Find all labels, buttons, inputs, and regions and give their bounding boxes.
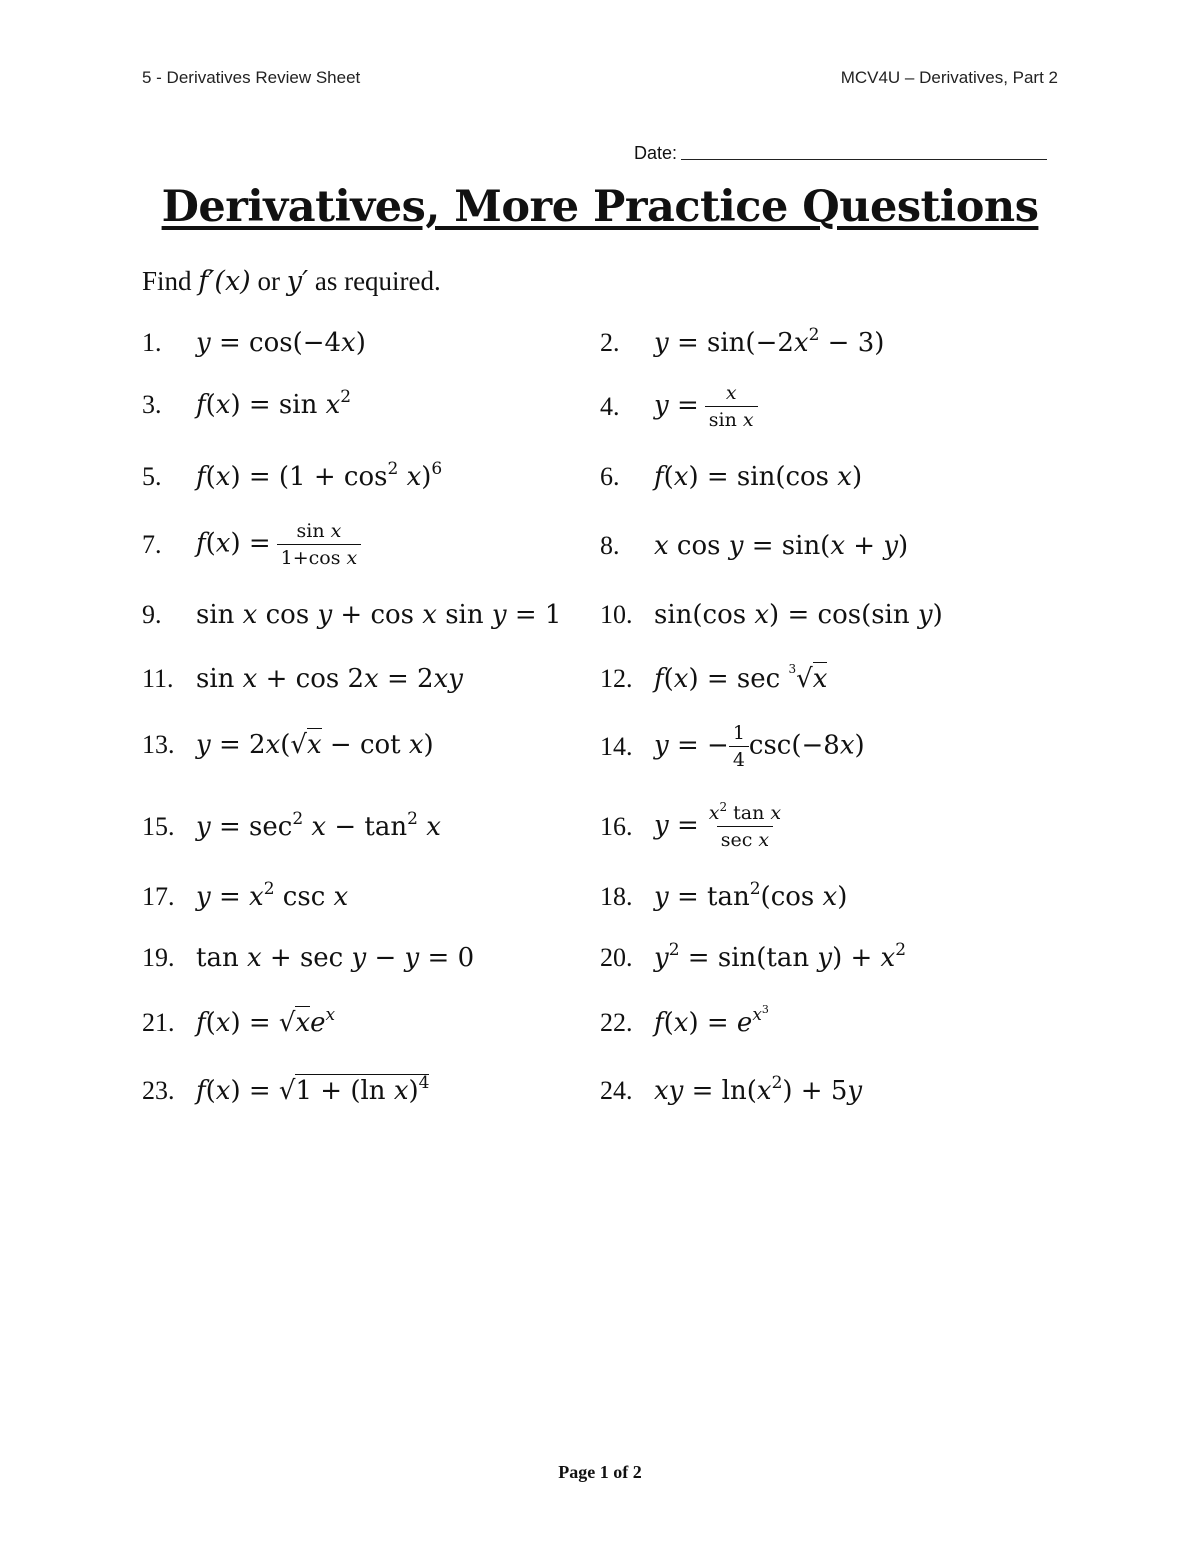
question-6: 6. f(x) = sin(cos x) xyxy=(600,462,863,492)
question-14: 14. y = − $\frac{1}{4}$ csc(−8x) xyxy=(600,722,865,771)
expression: f(x) = $\frac{\text{sin x}}{\text{1+cos x}}$ xyxy=(196,520,361,569)
expression: y = $\frac{x}{\text{sin x}}$ xyxy=(654,382,758,431)
header-left: 5 - Derivatives Review Sheet xyxy=(142,68,361,87)
question-9: 9. sin x cos y + cos x sin y = 1 xyxy=(142,600,562,630)
question-11: 11. sin x + cos 2x = 2xy xyxy=(142,664,463,694)
expression: y = − $\frac{1}{4}$ csc(−8x) xyxy=(654,722,865,771)
page-title: Derivatives, More Practice Questions xyxy=(161,182,1039,232)
expression: sin x cos y + cos x sin y = 1 xyxy=(196,600,562,630)
expression: $y = \sin(-2x^2 - 3)$ xyxy=(654,325,885,358)
expression: y = $\frac{x^2 \tan x}{\text{sec x}}$ xyxy=(654,800,782,851)
question-3: 3. $f(x) = \sin x^2$ xyxy=(142,387,352,420)
question-17: 17. $y = x^2$ csc x xyxy=(142,879,349,912)
question-22: 22. $f(x) = e^{x^3}$ xyxy=(600,1003,769,1038)
expression: $f(x) = e^{x^3}$ xyxy=(654,1003,769,1038)
expression: tan x + sec y − y = 0 xyxy=(196,943,475,973)
question-1: 1. y = cos(−4x) xyxy=(142,328,366,358)
expression: $f(x) = (1 + \cos^2 x)^6$ xyxy=(196,459,443,492)
expression: $y^2 = \sin(\tan$ $y) + x^2$ xyxy=(654,940,907,973)
expression: y = 2x(√x − cot x) xyxy=(196,730,434,760)
question-8: 8. x cos y = sin(x + y) xyxy=(600,531,909,561)
question-18: 18. $y = \tan^2(\cos$ x) xyxy=(600,879,848,912)
instruction: Find f′(x) or y′ as required. xyxy=(142,266,441,297)
question-10: 10. sin(cos x) = cos(sin y) xyxy=(600,600,943,630)
question-23: 23. f(x) = √1 + (ln x)$^4$ xyxy=(142,1073,430,1106)
question-7: 7. f(x) = $\frac{\text{sin x}}{\text{1+cos x}}$ xyxy=(142,520,361,569)
date-label: Date: xyxy=(634,143,678,163)
question-4: 4. y = $\frac{x}{\text{sin x}}$ xyxy=(600,382,758,431)
question-2: 2. $y = \sin(-2x^2 - 3)$ xyxy=(600,325,885,358)
question-21: 21. $f(x) = √xe^x$ xyxy=(142,1005,336,1038)
expression: sin(cos x) = cos(sin y) xyxy=(654,600,943,630)
question-20: 20. $y^2 = \sin(\tan$ $y) + x^2$ xyxy=(600,940,907,973)
question-19: 19. tan x + sec y − y = 0 xyxy=(142,943,475,973)
expression: sin x + cos 2x = 2xy xyxy=(196,664,463,694)
expression: $f(x) = \sin x^2$ xyxy=(196,387,352,420)
question-16: 16. y = $\frac{x^2 \tan x}{\text{sec x}}$ xyxy=(600,802,785,851)
expression: $y = \sec^2 x - \tan^2 x$ xyxy=(196,809,441,842)
expression: f(x) = sin(cos x) xyxy=(654,462,863,492)
expression: f(x) = sec $^3$√x xyxy=(654,662,828,694)
expression: $f(x) = √xe^x$ xyxy=(196,1005,336,1038)
page-number: Page 1 of 2 xyxy=(558,1462,642,1482)
header-right: MCV4U – Derivatives, Part 2 xyxy=(840,68,1058,87)
expression: f(x) = √1 + (ln x)$^4$ xyxy=(196,1073,430,1106)
expression: $y = x^2$ csc x xyxy=(196,879,349,912)
expression: xy = $\ln(x^2) + 5y$ xyxy=(654,1073,863,1106)
expression: x cos y = sin(x + y) xyxy=(654,531,909,561)
expression: $y = \tan^2(\cos$ x) xyxy=(654,879,848,912)
question-24: 24. xy = $\ln(x^2) + 5y$ xyxy=(600,1073,863,1106)
question-15: 15. $y = \sec^2 x - \tan^2 x$ xyxy=(142,809,441,842)
date-row xyxy=(634,143,1047,164)
question-13: 13. y = 2x(√x − cot x) xyxy=(142,730,434,760)
question-12: 12. f(x) = sec $^3$√x xyxy=(600,662,828,694)
expression: y = cos(−4x) xyxy=(196,328,366,358)
date-line xyxy=(681,158,1047,160)
question-5: 5. $f(x) = (1 + \cos^2 x)^6$ xyxy=(142,459,443,492)
